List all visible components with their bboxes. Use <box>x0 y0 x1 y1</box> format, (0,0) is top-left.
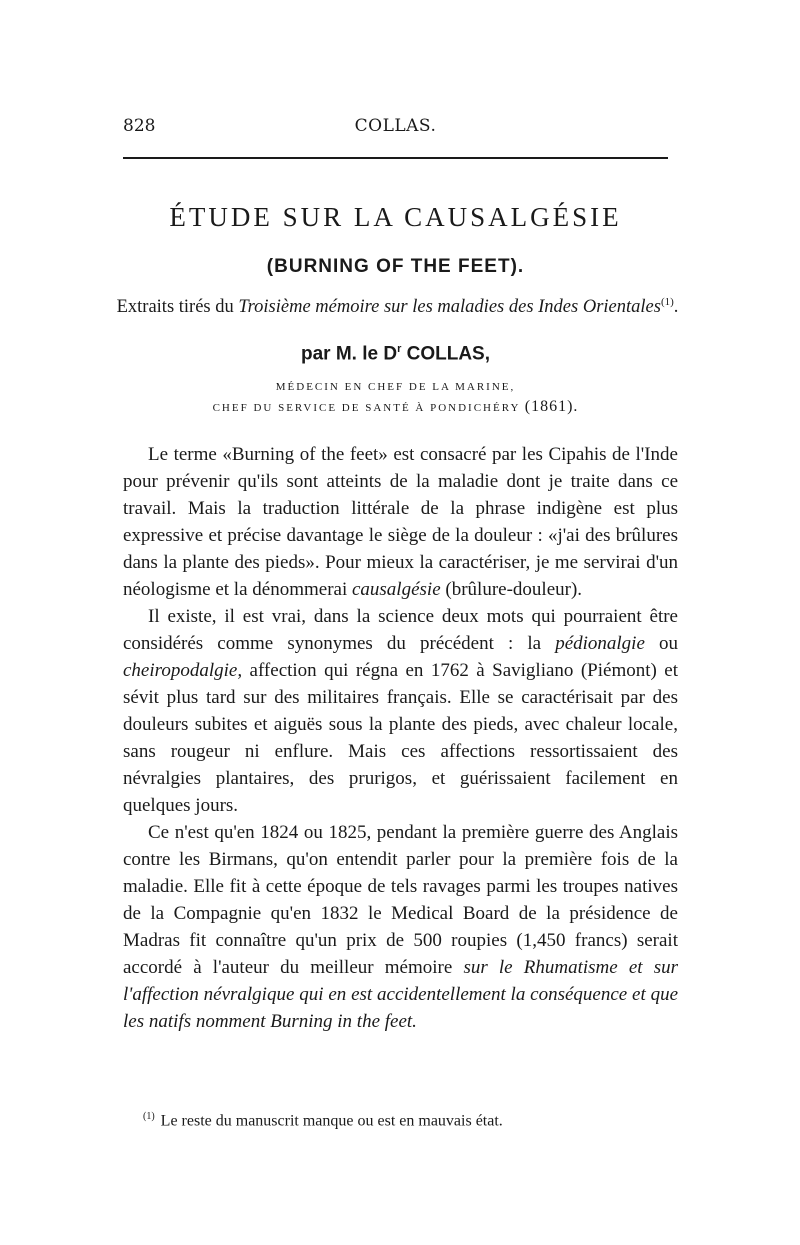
extract-suffix: . <box>673 297 679 318</box>
affiliation-service: CHEF DU SERVICE DE SANTÉ À PONDICHÉRY <box>212 402 525 414</box>
footnote-mark: (1) <box>143 1111 155 1122</box>
author-line <box>123 343 668 365</box>
paragraph-text: Il existe, il est vrai, dans la science deux mots qui pourraient être considérés comme synonymes du précédent : la <box>123 606 678 654</box>
extract-prefix: Extraits tirés du <box>116 297 239 318</box>
footnote-text: Le reste du manuscrit manque ou est en mauvais état. <box>160 1112 503 1130</box>
emphasis-memoire-title: sur le Rhumatisme et sur l'affection névralgique qui en est accidentellement la conséquence et que les natifs nomment Burning in the feet. <box>123 957 678 1032</box>
paragraph-3 <box>123 819 678 1035</box>
header-rule <box>123 157 668 159</box>
paragraph-text: Ce n'est qu'en 1824 ou 1825, pendant la première guerre des Anglais contre les Birmans, qu'on entendit parler pour la première fois de la maladie. Elle fit à cette époque de tels ravages parmi les troupes natives de la Compagnie qu'en 1832 le Medical Board de la présidence de Madras fit connaître qu'un prix de 500 roupies (1,450 francs) serait accordé à l'auteur du meilleur mémoire <box>123 822 678 978</box>
footnote-reference[interactable]: (1) <box>660 296 674 308</box>
body-text <box>123 441 678 1035</box>
author-title-sup: r <box>397 343 402 355</box>
extract-source: Troisième mémoire sur les maladies des Indes Orientales <box>238 297 661 318</box>
author-prefix: par M. le D <box>300 343 398 365</box>
article-title: ÉTUDE SUR LA CAUSALGÉSIE <box>169 202 622 232</box>
extract-line <box>110 296 685 318</box>
paragraph-text: (brûlure-douleur). <box>440 579 583 600</box>
paragraph-1 <box>123 441 678 603</box>
paragraph-text: affection qui régna en 1762 à Savigliano (Piémont) et sévit plus tard sur des militaires français. Elle se caractérisait par des douleurs subites et aiguës sous la plante des pieds, avec chaleur locale, sans rougeur ni enflure. Mais ces affections ressortissaient des névralgies plantaires, des prurigos, et guérissaient facilement en quelques jours. <box>123 660 678 816</box>
emphasis-cheiropodalgie: cheiropodalgie, <box>123 660 243 681</box>
emphasis-causalgesie: causalgésie <box>351 579 441 600</box>
running-title: COLLAS. <box>354 116 437 136</box>
page-number: 828 <box>123 116 156 136</box>
article-subtitle: (BURNING OF THE FEET). <box>266 256 525 277</box>
affiliation-line-1: MÉDECIN EN CHEF DE LA MARINE, <box>275 381 516 393</box>
footnote <box>143 1111 683 1130</box>
author-name: COLLAS, <box>401 343 491 365</box>
paragraph-text: Le terme «Burning of the feet» est consacré par les Cipahis de l'Inde pour prévenir qu'ils sont atteints de la maladie dont je traite dans ce travail. Mais la traduction littérale de la phrase indigène est plus expressive et précise davantage le siège de la douleur : «j'ai des brûlures dans la plante des pieds». Pour mieux la caractériser, je me servirai d'un néologisme et la dénommerai <box>123 444 678 600</box>
emphasis-pedionalgie: pédionalgie <box>555 633 645 654</box>
paragraph-text: ou <box>644 633 678 654</box>
running-head <box>123 116 668 140</box>
affiliation-line-2 <box>123 398 668 416</box>
paragraph-2 <box>123 603 678 819</box>
affiliation-year: (1861). <box>524 398 579 415</box>
